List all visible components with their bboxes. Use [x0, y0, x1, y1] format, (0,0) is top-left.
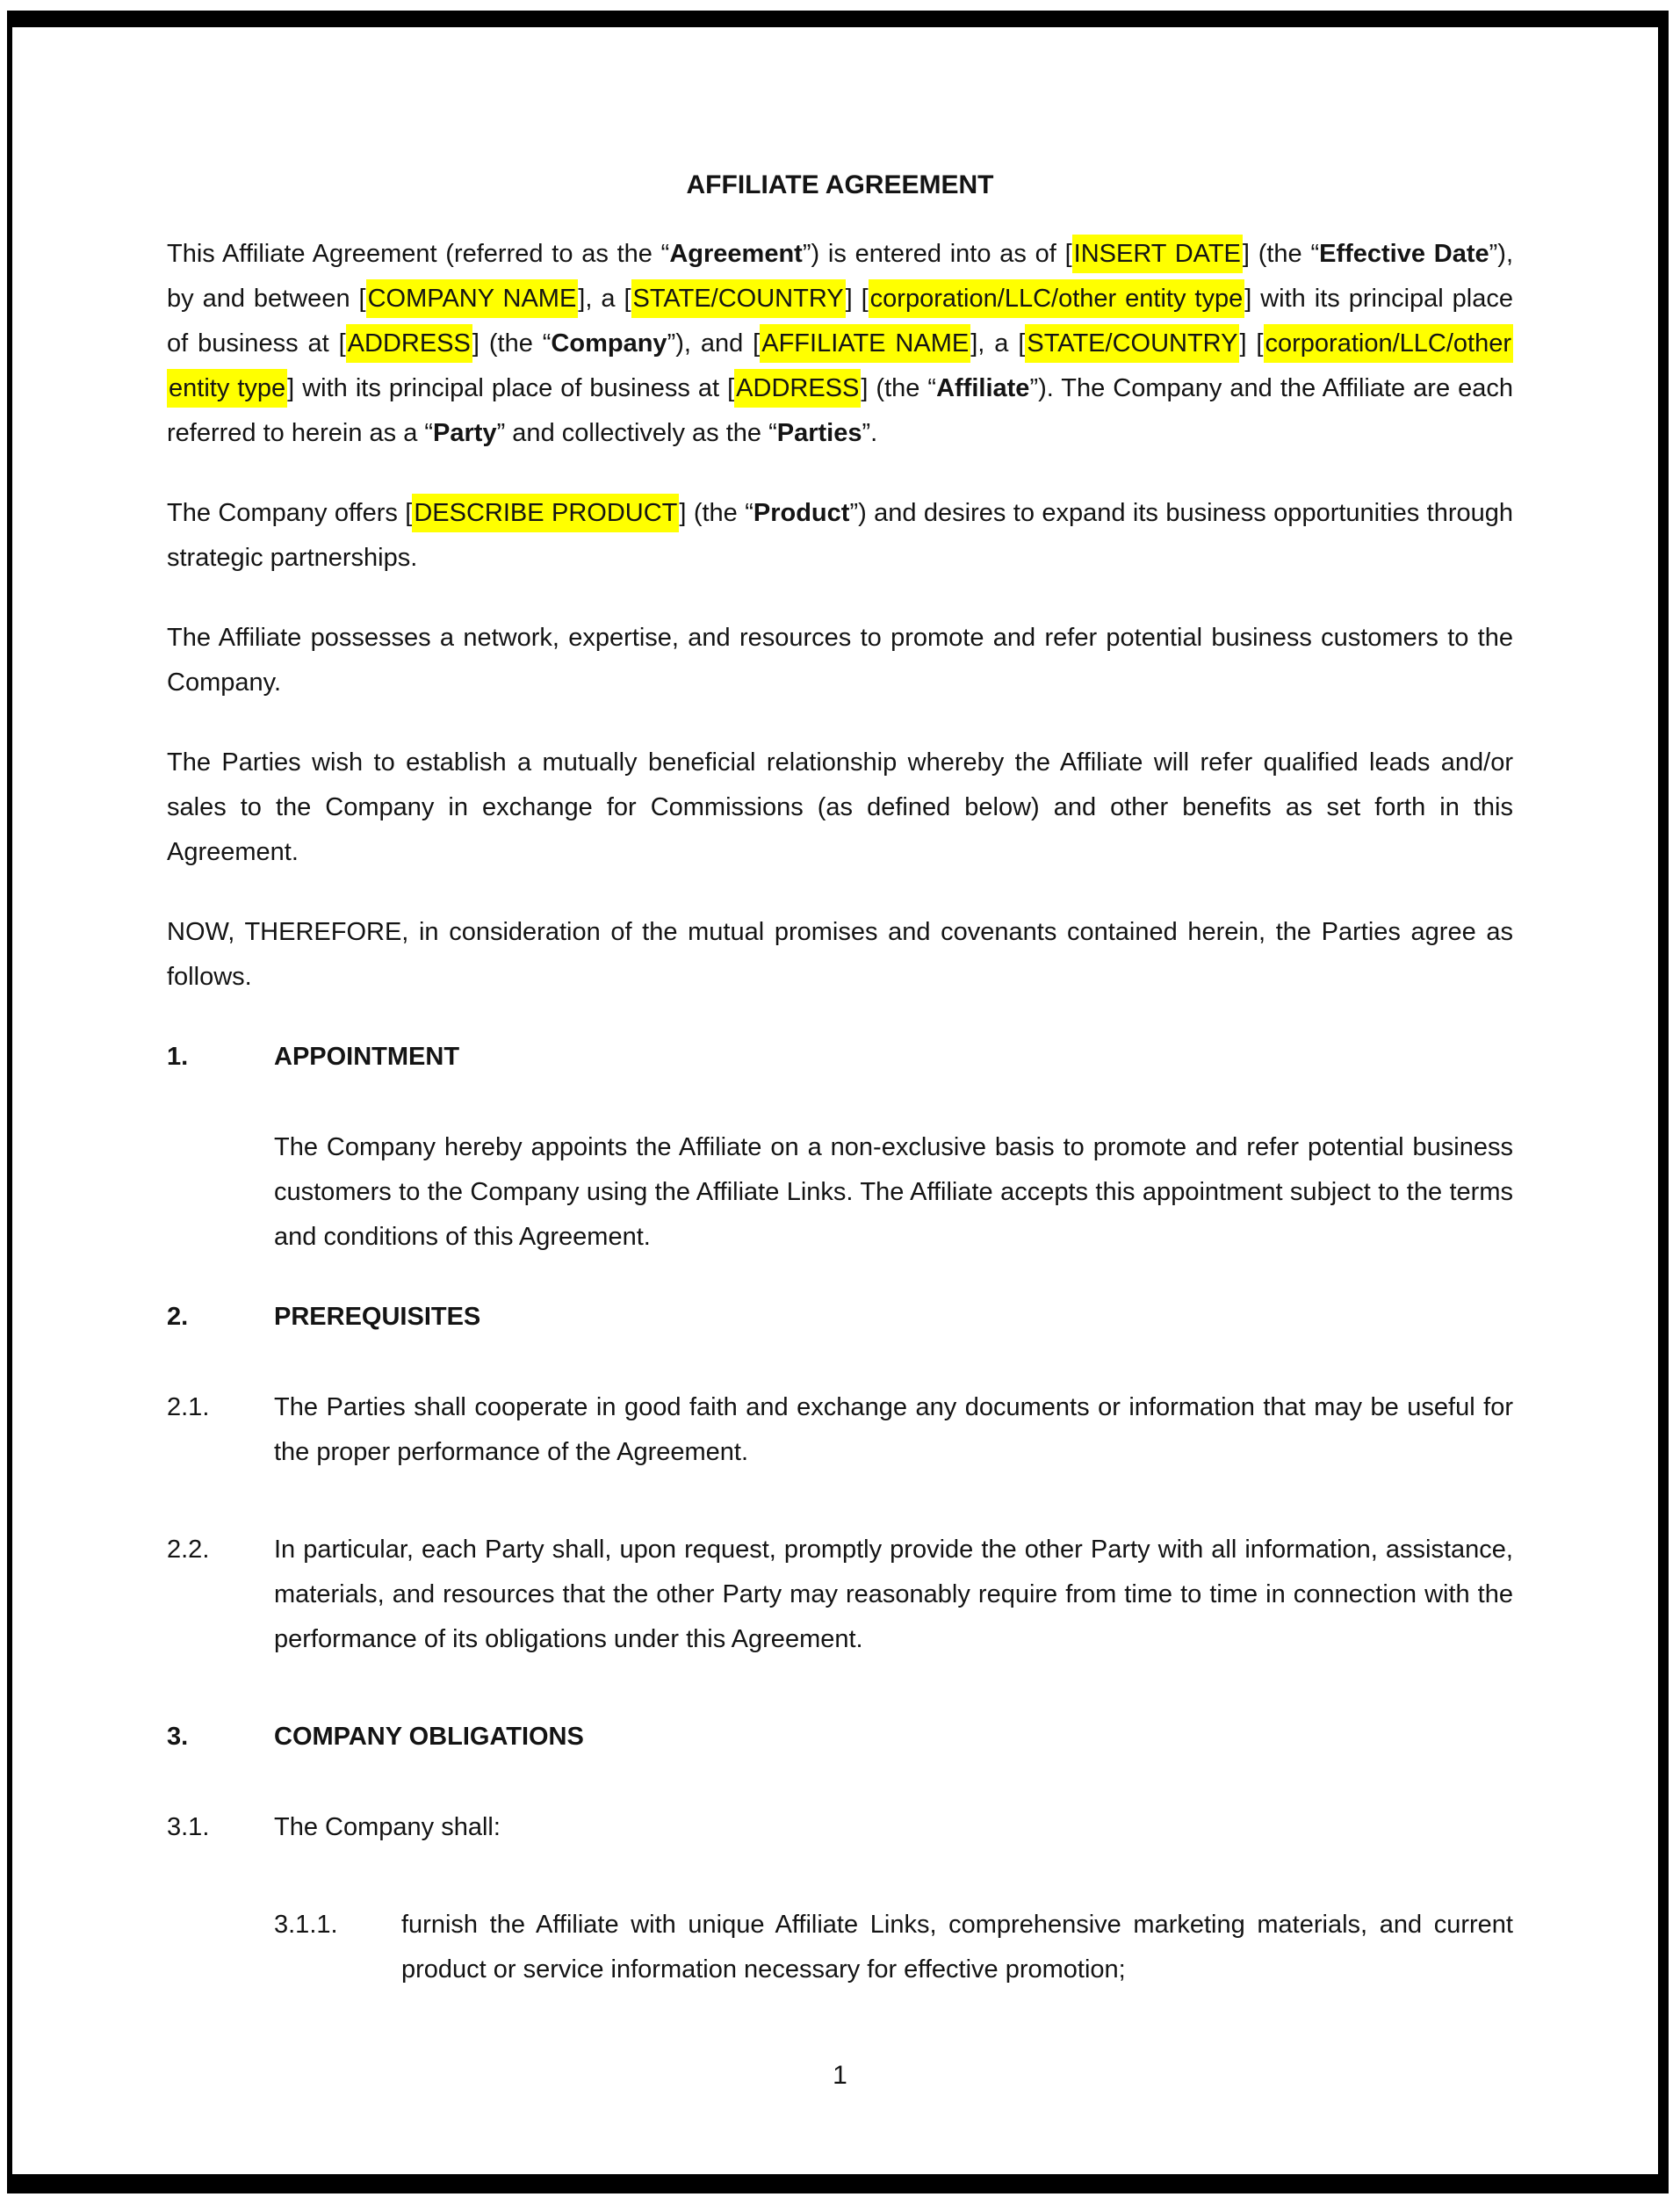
text-run: ] (the “ — [472, 329, 552, 358]
text-run: In particular, each Party shall, upon request, promptly provide the other Party with all information, assistance, materials, and resources that the other Party may reasonably require from time to time in connection with the performance of its obligations under this Agreement. — [274, 1536, 1513, 1653]
document-blocks — [167, 232, 1513, 1992]
bold-term: Party — [433, 419, 497, 447]
highlighted-placeholder: INSERT DATE — [1072, 235, 1243, 273]
highlighted-placeholder: ADDRESS — [346, 324, 472, 363]
numbered-clause — [167, 1385, 1513, 1475]
text-run: furnish the Affiliate with unique Affiliate Links, comprehensive marketing materials, and current product or service information necessary for effective promotion; — [401, 1911, 1513, 1984]
section-heading — [167, 1035, 1513, 1080]
paragraph — [167, 616, 1513, 705]
text-run: ] (the “ — [861, 374, 937, 402]
paragraph — [167, 232, 1513, 456]
text-run: This Affiliate Agreement (referred to as the “ — [167, 240, 670, 268]
text-run: ”) is entered into as of [ — [802, 240, 1072, 268]
bold-term: Product — [753, 499, 850, 527]
text-run: NOW, THEREFORE, in consideration of the mutual promises and covenants contained herein, the Parties agree as follows. — [167, 918, 1513, 991]
paragraph — [167, 491, 1513, 581]
text-run: The Affiliate possesses a network, expertise, and resources to promote and refer potential business customers to the Company. — [167, 624, 1513, 697]
section-number: 2. — [167, 1303, 189, 1331]
text-run: ”), and [ — [667, 329, 761, 358]
section-title: PREREQUISITES — [274, 1303, 481, 1331]
text-run: The Company hereby appoints the Affiliate on a non-exclusive basis to promote and refer potential business customers to the Company using the Affiliate Links. The Affiliate accepts this appointment subject to the terms and conditions of this Agreement. — [274, 1133, 1513, 1251]
highlighted-placeholder: STATE/COUNTRY — [631, 279, 846, 318]
numbered-clause — [167, 1903, 1513, 1992]
text-run: ] (the “ — [1242, 240, 1320, 268]
highlighted-placeholder: COMPANY NAME — [366, 279, 579, 318]
text-run: ], a [ — [578, 285, 631, 313]
bold-term: Affiliate — [936, 374, 1030, 402]
text-run: ”). The Company and the Affiliate are each referred to herein as a “ — [167, 374, 1513, 447]
clause-number: 3.1.1. — [274, 1911, 338, 1939]
numbered-clause — [167, 1805, 1513, 1850]
text-run: ] [ — [845, 285, 869, 313]
paragraph — [274, 1125, 1513, 1260]
section-title: COMPANY OBLIGATIONS — [274, 1723, 584, 1751]
text-run: ] with its principal place of business at [ — [167, 285, 1514, 358]
text-run: ] [ — [1239, 329, 1264, 358]
paragraph — [167, 741, 1513, 875]
clause-number: 2.2. — [167, 1536, 210, 1564]
highlighted-placeholder: DESCRIBE PRODUCT — [412, 494, 679, 532]
text-run: ] with its principal place of business at [ — [287, 374, 735, 402]
paragraph — [167, 910, 1513, 1000]
document-title: AFFILIATE AGREEMENT — [686, 170, 994, 199]
bold-term: Agreement — [669, 240, 803, 268]
highlighted-placeholder: corporation/LLC/other entity type — [869, 279, 1245, 318]
highlighted-placeholder: ADDRESS — [734, 369, 861, 408]
bold-term: Effective Date — [1319, 240, 1489, 268]
bold-term: Parties — [776, 419, 862, 447]
text-run: ” and collectively as the “ — [496, 419, 777, 447]
clause-text — [274, 1528, 1513, 1662]
document-content — [167, 167, 1513, 2045]
clause-text — [274, 1385, 1513, 1475]
highlighted-placeholder: AFFILIATE NAME — [760, 324, 970, 363]
bold-term: Company — [551, 329, 667, 358]
text-run: The Company offers [ — [167, 499, 413, 527]
section-number: 3. — [167, 1723, 189, 1751]
text-run: The Parties wish to establish a mutually beneficial relationship whereby the Affiliate will refer qualified leads and/or sales to the Company in exchange for Commissions (as defined below) and other benefits as set forth in this Agreement. — [167, 748, 1513, 866]
clause-text — [274, 1805, 1513, 1850]
text-run: ”. — [862, 419, 878, 447]
clause-text — [401, 1903, 1513, 1992]
text-run: ”) and desires to expand its business opportunities through strategic partnerships. — [167, 499, 1513, 572]
page-number: 1 — [833, 2061, 847, 2090]
text-run: The Parties shall cooperate in good faith and exchange any documents or information that may be useful for the proper performance of the Agreement. — [274, 1393, 1513, 1466]
text-run: The Company shall: — [274, 1813, 501, 1841]
section-heading — [167, 1715, 1513, 1760]
text-run: ”), by and between [ — [167, 240, 1513, 313]
highlighted-placeholder: corporation/LLC/other entity type — [167, 324, 1513, 408]
numbered-clause — [167, 1528, 1513, 1662]
section-heading — [167, 1295, 1513, 1340]
clause-number: 3.1. — [167, 1813, 210, 1841]
section-title: APPOINTMENT — [274, 1043, 460, 1071]
clause-number: 2.1. — [167, 1393, 210, 1421]
text-run: ], a [ — [970, 329, 1026, 358]
text-run: ] (the “ — [679, 499, 753, 527]
highlighted-placeholder: STATE/COUNTRY — [1025, 324, 1239, 363]
section-number: 1. — [167, 1043, 189, 1071]
